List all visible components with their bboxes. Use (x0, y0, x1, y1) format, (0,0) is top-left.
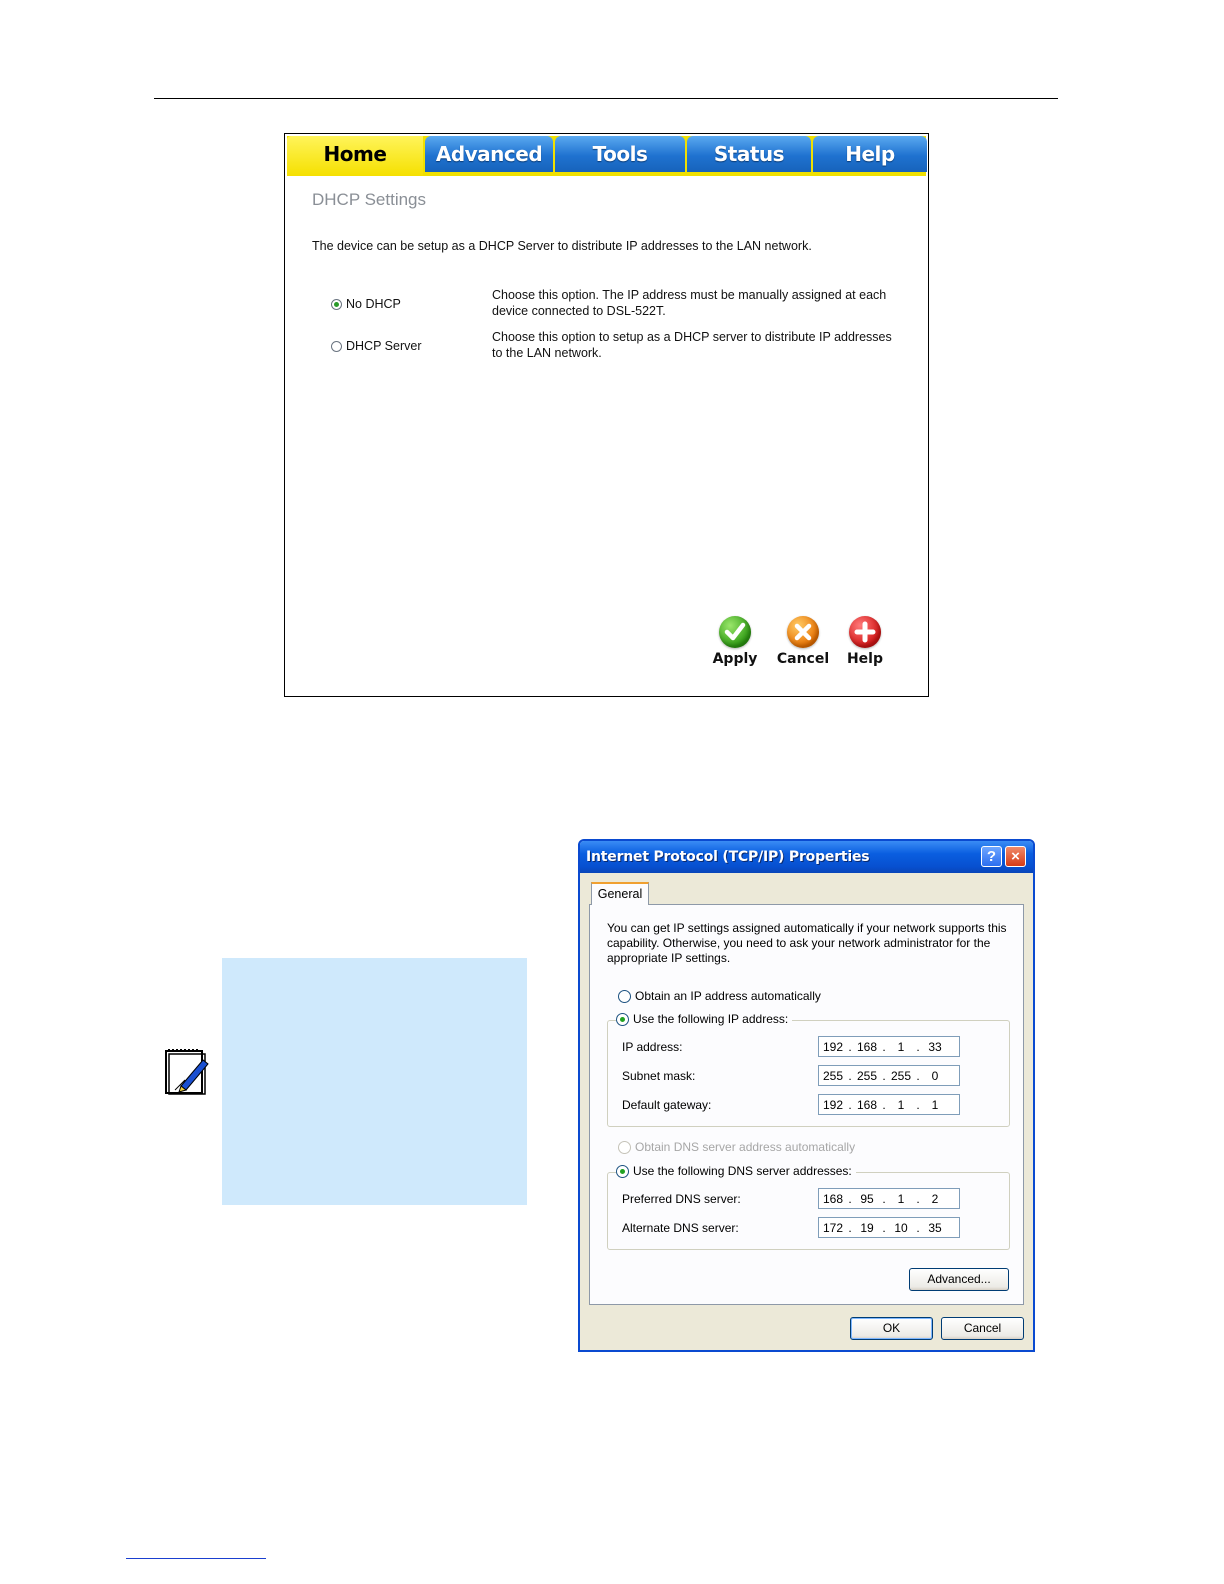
tab-status[interactable]: Status (687, 136, 811, 172)
page-description: The device can be setup as a DHCP Server to distribute IP addresses to the LAN network. (312, 239, 812, 253)
ip-octet-4[interactable]: 33 (928, 1039, 942, 1054)
footer-link-rule (126, 1558, 266, 1559)
dialog-intro-text: You can get IP settings assigned automatically if your network supports this capability. Otherwise, you need to ask your network administrator for the appropriate IP settings. (607, 921, 1007, 965)
page-top-rule (154, 98, 1058, 99)
subnet-mask-input[interactable]: 255 . 255 . 255 . 0 (818, 1065, 960, 1086)
apply-button[interactable] (705, 616, 765, 667)
dialog-cancel-button[interactable]: Cancel (941, 1317, 1024, 1340)
checkmark-icon (719, 616, 751, 648)
dhcp-server-option[interactable] (331, 339, 421, 353)
dialog-titlebar (580, 841, 1033, 873)
adns-octet-3[interactable]: 10 (894, 1220, 908, 1235)
cancel-label: Cancel (776, 651, 830, 667)
tab-tools[interactable]: Tools (555, 136, 685, 172)
adns-octet-1[interactable]: 172 (822, 1220, 844, 1235)
alternate-dns-input[interactable]: 172 . 19 . 10 . 35 (818, 1217, 960, 1238)
no-dhcp-label: No DHCP (346, 297, 401, 311)
use-following-dns-radio[interactable] (616, 1165, 629, 1178)
gateway-octet-2[interactable]: 168 (856, 1097, 878, 1112)
ip-address-input[interactable]: 192 . 168 . 1 . 33 (818, 1036, 960, 1057)
cancel-button[interactable] (773, 616, 833, 667)
gateway-octet-4[interactable]: 1 (931, 1097, 939, 1112)
dhcp-server-radio[interactable] (331, 341, 342, 352)
ip-octet-3[interactable]: 1 (897, 1039, 905, 1054)
help-button[interactable] (835, 616, 895, 667)
alternate-dns-label: Alternate DNS server: (622, 1221, 739, 1235)
ip-octet-2[interactable]: 168 (856, 1039, 878, 1054)
dns-group (607, 1172, 1010, 1250)
cancel-x-icon (787, 616, 819, 648)
pdns-octet-3[interactable]: 1 (897, 1191, 905, 1206)
gateway-octet-1[interactable]: 192 (822, 1097, 844, 1112)
page-title: DHCP Settings (312, 190, 427, 209)
obtain-ip-auto-option[interactable] (618, 989, 821, 1003)
subnet-octet-4[interactable]: 0 (931, 1068, 939, 1083)
pdns-octet-1[interactable]: 168 (822, 1191, 844, 1206)
gateway-octet-3[interactable]: 1 (897, 1097, 905, 1112)
tcpip-properties-dialog (578, 839, 1035, 1352)
use-following-dns-option[interactable] (616, 1164, 856, 1178)
dhcp-server-label: DHCP Server (346, 339, 422, 353)
apply-label: Apply (712, 651, 758, 667)
obtain-ip-auto-radio[interactable] (618, 990, 631, 1003)
adns-octet-2[interactable]: 19 (860, 1220, 874, 1235)
preferred-dns-label: Preferred DNS server: (622, 1192, 741, 1206)
general-tab-panel (589, 904, 1024, 1305)
router-tab-bar (287, 136, 926, 176)
no-dhcp-option[interactable] (331, 297, 401, 311)
titlebar-help-button[interactable]: ? (981, 846, 1002, 867)
help-label: Help (846, 651, 884, 667)
preferred-dns-input[interactable]: 168 . 95 . 1 . 2 (818, 1188, 960, 1209)
notepad-pencil-icon (163, 1046, 209, 1096)
default-gateway-label: Default gateway: (622, 1098, 712, 1112)
ip-address-label: IP address: (622, 1040, 683, 1054)
ip-octet-1[interactable]: 192 (822, 1039, 844, 1054)
subnet-octet-2[interactable]: 255 (856, 1068, 878, 1083)
obtain-ip-auto-label: Obtain an IP address automatically (635, 989, 821, 1003)
advanced-button[interactable]: Advanced... (909, 1268, 1009, 1291)
tab-general[interactable]: General (591, 882, 649, 905)
subnet-octet-3[interactable]: 255 (890, 1068, 912, 1083)
ok-button[interactable]: OK (850, 1317, 933, 1340)
adns-octet-4[interactable]: 35 (928, 1220, 942, 1235)
dialog-title: Internet Protocol (TCP/IP) Properties (586, 849, 870, 865)
use-following-ip-label: Use the following IP address: (633, 1012, 789, 1026)
dhcp-server-description: Choose this option to setup as a DHCP server to distribute IP addresses to the LAN network. (492, 330, 892, 360)
note-box (222, 958, 527, 1205)
no-dhcp-radio[interactable] (331, 299, 342, 310)
obtain-dns-auto-label: Obtain DNS server address automatically (635, 1140, 856, 1154)
pdns-octet-4[interactable]: 2 (931, 1191, 939, 1206)
tab-advanced[interactable]: Advanced (425, 136, 553, 172)
obtain-dns-auto-option[interactable] (618, 1140, 855, 1154)
tab-help[interactable]: Help (813, 136, 927, 172)
help-plus-icon (849, 616, 881, 648)
subnet-mask-label: Subnet mask: (622, 1069, 696, 1083)
pdns-octet-2[interactable]: 95 (860, 1191, 874, 1206)
use-following-dns-label: Use the following DNS server addresses: (633, 1164, 852, 1178)
no-dhcp-description: Choose this option. The IP address must be manually assigned at each device connected to DSL-522T. (492, 288, 887, 318)
router-dhcp-panel (284, 133, 929, 697)
titlebar-close-button[interactable]: × (1005, 846, 1026, 867)
subnet-octet-1[interactable]: 255 (822, 1068, 844, 1083)
default-gateway-input[interactable]: 192 . 168 . 1 . 1 (818, 1094, 960, 1115)
use-following-ip-radio[interactable] (616, 1013, 629, 1026)
use-following-ip-option[interactable] (616, 1012, 792, 1026)
obtain-dns-auto-radio[interactable] (618, 1141, 631, 1154)
tab-home[interactable]: Home (287, 136, 423, 176)
